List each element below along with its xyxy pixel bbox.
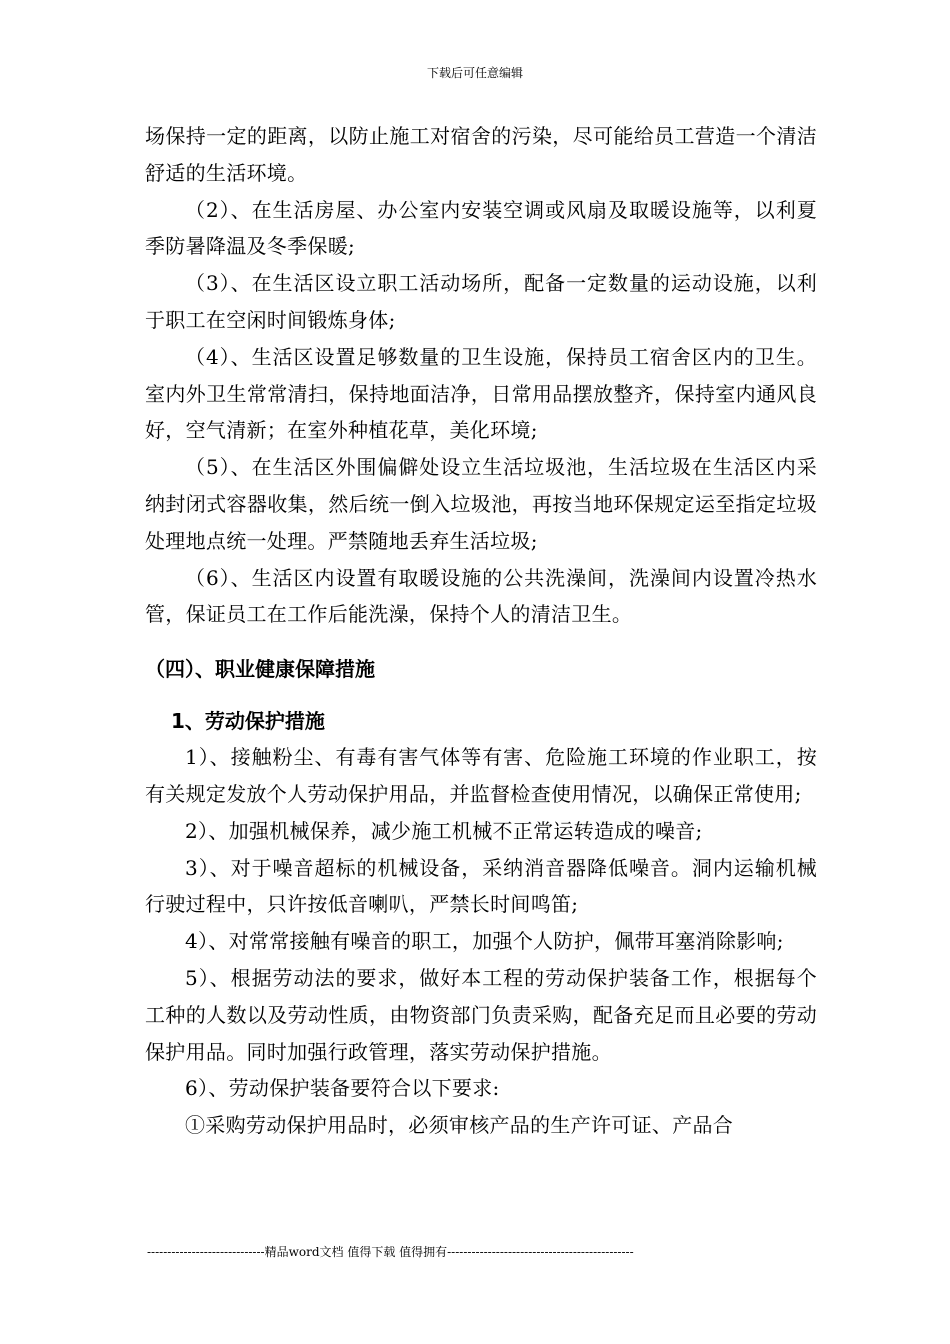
paragraph: ①采购劳动保护用品时，必须审核产品的生产许可证、产品合 xyxy=(185,1113,734,1138)
paragraph: （6）、生活区内设置有取暖设施的公共洗澡间，洗澡间内设置冷热水管，保证员工在工作后能洗澡，保持个人的清洁卫生。 xyxy=(145,565,817,627)
paragraph: 2）、加强机械保养，减少施工机械不正常运转造成的噪音; xyxy=(185,818,703,843)
paragraph: 场保持一定的距离，以防止施工对宿舍的污染，尽可能给员工营造一个清洁舒适的生活环境。 xyxy=(145,124,817,185)
paragraph: 1）、接触粉尘、有毒有害气体等有害、危险施工环境的作业职工，按有关规定发放个人劳动保护用品，并监督检查使用情况，以确保正常使用; xyxy=(145,745,817,806)
paragraph: （2）、在生活房屋、办公室内安装空调或风扇及取暖设施等，以利夏季防暑降温及冬季保暖; xyxy=(145,197,817,259)
page-footer: -----------------------------精品word文档 值得下载 值得拥有---------------------------------------------- xyxy=(147,1245,634,1259)
paragraph: 4）、对常常接触有噪音的职工，加强个人防护，佩带耳塞消除影响; xyxy=(185,929,784,954)
paragraph: （4）、生活区设置足够数量的卫生设施，保持员工宿舍区内的卫生。室内外卫生常常清扫，保持地面洁净，日常用品摆放整齐，保持室内通风良好，空气清新；在室外种植花草，美化环境; xyxy=(145,344,817,443)
paragraph: 6）、劳动保护装备要符合以下要求: xyxy=(185,1076,500,1101)
paragraph: 3）、对于噪音超标的机械设备，采纳消音器降低噪音。洞内运输机械行驶过程中，只许按低音喇叭，严禁长时间鸣笛; xyxy=(145,855,817,917)
paragraph: （3）、在生活区设立职工活动场所，配备一定数量的运动设施，以利于职工在空闲时间锻炼身体; xyxy=(145,271,817,332)
section-heading: （四）、职业健康保障措施 xyxy=(145,657,375,682)
paragraph: （5）、在生活区外围偏僻处设立生活垃圾池，生活垃圾在生活区内采纳封闭式容器收集，然后统一倒入垃圾池，再按当地环保规定运至指定垃圾处理地点统一处理。严禁随地丢弃生活垃圾; xyxy=(145,455,817,553)
document-body xyxy=(145,118,817,1144)
paragraph: 5）、根据劳动法的要求，做好本工程的劳动保护装备工作，根据每个工种的人数以及劳动性质，由物资部门负责采购，配备充足而且必要的劳动保护用品。同时加强行政管理，落实劳动保护措施。 xyxy=(145,965,817,1064)
page-header: 下载后可任意编辑 xyxy=(426,66,523,80)
sub-heading: 1、劳动保护措施 xyxy=(171,709,325,734)
